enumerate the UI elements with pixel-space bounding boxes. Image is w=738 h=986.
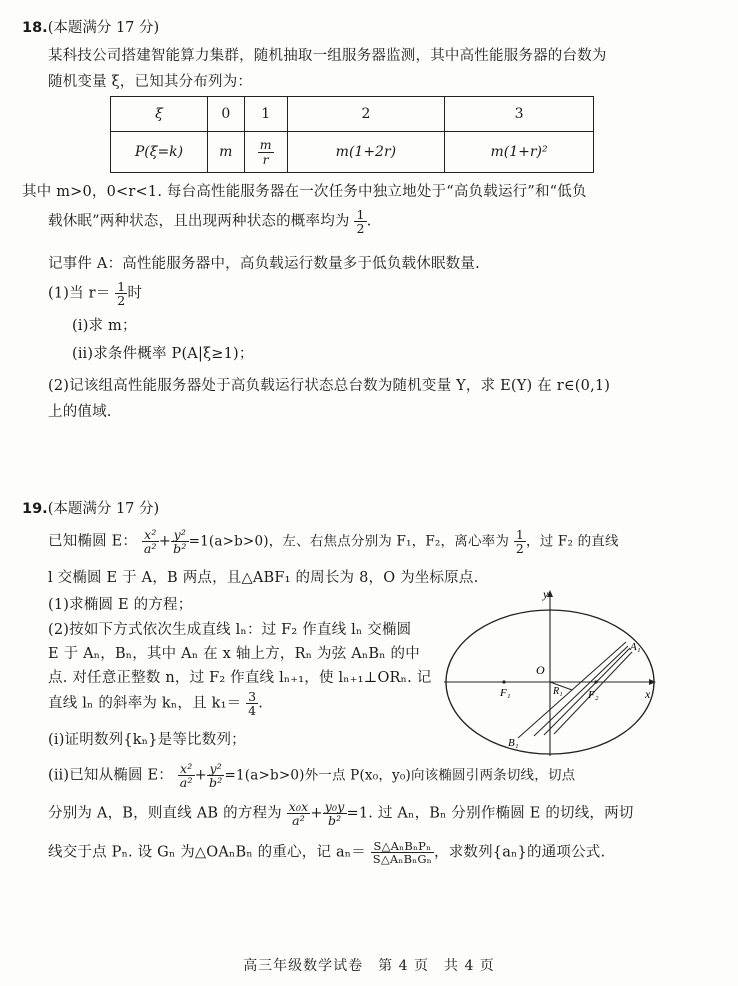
q19-part2-ii-line3: [48, 840, 605, 865]
x-axis-label: x: [645, 687, 651, 701]
fraction-numerator: 1: [117, 279, 126, 294]
q19-part2-line1: (2)按如下方式依次生成直线 lₙ：过 F₂ 作直线 lₙ 交椭圆: [48, 622, 412, 638]
B1-label: B₁: [508, 737, 519, 749]
q18-intro-line2: 随机变量 ξ，已知其分布列为：: [48, 74, 253, 90]
table-cell: m(1+r)²: [445, 132, 594, 173]
fraction: [323, 800, 347, 827]
fraction-denominator: 2: [515, 541, 525, 557]
table-cell: 0: [208, 97, 245, 132]
text: (1)当 r＝: [48, 285, 111, 302]
R1-label: R₁: [553, 686, 563, 697]
F2-label: F₂: [588, 689, 599, 701]
text: 直线 lₙ 的斜率为 kₙ，且 k₁＝: [48, 695, 242, 712]
text: 线交于点 Pₙ. 设 Gₙ 为△OAₙBₙ 的重心，记 aₙ＝: [48, 844, 366, 861]
fraction: [142, 528, 159, 555]
q18-intro-line1: 某科技公司搭建智能算力集群，随机抽取一组服务器监测，其中高性能服务器的台数为: [48, 48, 607, 64]
table-cell-fraction: [244, 132, 287, 173]
q19-part1: (1)求椭圆 E 的方程；: [48, 597, 193, 613]
fraction: [207, 762, 224, 789]
text: ，过 F₂ 的直线: [526, 533, 619, 550]
fraction-numerator: y²: [207, 762, 224, 776]
text: (ⅱ)已知从椭圆 E：: [48, 767, 173, 784]
fraction: [371, 840, 434, 865]
fraction-denominator: S△AₙBₙGₙ: [372, 852, 432, 867]
fraction-numerator: y²: [171, 528, 188, 542]
text: +: [158, 533, 172, 550]
fraction-numerator: y₀y: [324, 799, 345, 814]
distribution-table: [110, 96, 594, 173]
fraction-denominator: 2: [117, 293, 126, 309]
fraction-denominator: b²: [327, 813, 342, 829]
q19-score: (本题满分 17 分): [47, 501, 160, 517]
fraction: [514, 528, 526, 555]
text: +: [310, 805, 323, 822]
page-footer: 高三年级数学试卷 第 4 页 共 4 页: [243, 958, 495, 974]
q19-part2-ii-line2: [48, 800, 634, 827]
text: 时: [127, 285, 143, 302]
q19-part2-line2: E 于 Aₙ，Bₙ，其中 Aₙ 在 x 轴上方，Rₙ 为弦 AₙBₙ 的中: [48, 646, 420, 662]
q19-line2: l 交椭圆 E 于 A，B 两点，且△ABF₁ 的周长为 8，O 为坐标原点.: [48, 570, 479, 586]
fraction: [246, 690, 258, 717]
table-cell: 1: [244, 97, 287, 132]
q18-condition-line1: 其中 m>0，0<r<1. 每台高性能服务器在一次任务中独立地处于“高负载运行”和“低负: [22, 184, 587, 200]
fraction: [354, 208, 366, 235]
table-row: [111, 97, 594, 132]
fraction-denominator: 4: [248, 703, 257, 719]
q18-event: 记事件 A：高性能服务器中，高负载运行数量多于低负载休眠数量.: [48, 256, 480, 272]
text: 已知椭圆 E：: [48, 533, 138, 550]
fraction-numerator: m: [259, 137, 272, 153]
fraction-numerator: S△AₙBₙPₙ: [371, 840, 434, 853]
F1-label: F₁: [500, 687, 511, 699]
q18-part1: [48, 280, 142, 307]
text: .: [258, 695, 264, 712]
fraction-numerator: 3: [248, 689, 257, 704]
fraction-denominator: a²: [179, 775, 193, 791]
fraction: [287, 800, 311, 827]
q19-part2-ii-line1: [48, 762, 575, 789]
fraction: [115, 280, 127, 307]
text: 载休眠”两种状态，且出现两种状态的概率均为: [48, 213, 350, 230]
x-axis-arrow-icon: [649, 679, 656, 685]
q18-score: (本题满分 17 分): [47, 20, 160, 36]
fraction-denominator: 2: [356, 221, 365, 237]
table-cell: 2: [287, 97, 444, 132]
q19-number: 19.: [22, 501, 48, 517]
chord-line: [534, 646, 628, 736]
text: ，求数列{aₙ}的通项公式.: [434, 844, 606, 861]
q19-part2-line4: [48, 690, 263, 717]
table-cell: m(1+2r): [287, 132, 444, 173]
fraction-denominator: r: [262, 151, 269, 167]
table-cell: 3: [445, 97, 594, 132]
A1-label: A₁: [630, 641, 641, 653]
text: +: [194, 767, 208, 784]
q19-part2-i: (ⅰ)证明数列{kₙ}是等比数列；: [48, 732, 246, 748]
fraction-denominator: a²: [143, 541, 157, 557]
fraction: [258, 138, 274, 165]
q18-number: 18.: [22, 20, 48, 36]
fraction-denominator: a²: [292, 813, 305, 829]
fraction-numerator: x₀x: [288, 799, 309, 814]
table-cell: P(ξ=k): [111, 132, 208, 173]
fraction-numerator: x²: [142, 528, 159, 542]
q18-part1-i: (ⅰ)求 m；: [72, 318, 137, 334]
table-cell: ξ: [111, 97, 208, 132]
fraction-numerator: 1: [515, 527, 525, 542]
table-cell: m: [208, 132, 245, 173]
fraction-numerator: 1: [356, 207, 365, 222]
q19-header: [22, 497, 159, 518]
fraction-denominator: b²: [209, 775, 223, 791]
q18-part1-ii: (ⅱ)求条件概率 P(A|ξ≥1)；: [72, 346, 254, 362]
text: .: [366, 213, 372, 230]
text: =1. 过 Aₙ，Bₙ 分别作椭圆 E 的切线，两切: [346, 805, 634, 822]
ellipse-figure: [444, 588, 664, 758]
text: =1(a>b>0)外一点 P(x₀，y₀)向该椭圆引两条切线，切点: [224, 767, 576, 784]
q18-condition-line2: [48, 208, 371, 235]
q18-part2-line1: (2)记该组高性能服务器处于高负载运行状态总台数为随机变量 Y，求 E(Y) 在 r∈(0,1): [48, 378, 611, 394]
fraction: [171, 528, 188, 555]
q19-part2-line3: 点. 对任意正整数 n，过 F₂ 作直线 lₙ₊₁，使 lₙ₊₁⊥ORₙ. 记: [48, 670, 432, 686]
focus-F2-point: [594, 680, 597, 683]
focus-F1-point: [502, 680, 505, 683]
fraction-denominator: b²: [173, 541, 187, 557]
text: =1(a>b>0)，左、右焦点分别为 F₁，F₂，离心率为: [188, 533, 510, 550]
table-row: [111, 132, 594, 173]
text: 分别为 A，B，则直线 AB 的方程为: [48, 805, 282, 822]
y-axis-label: y: [543, 588, 549, 601]
origin-label: O: [536, 663, 545, 677]
q18-part2-line2: 上的值域.: [48, 404, 112, 420]
fraction: [178, 762, 195, 789]
q18-header: [22, 16, 159, 37]
q19-line1: [48, 528, 619, 555]
fraction-numerator: x²: [178, 762, 195, 776]
